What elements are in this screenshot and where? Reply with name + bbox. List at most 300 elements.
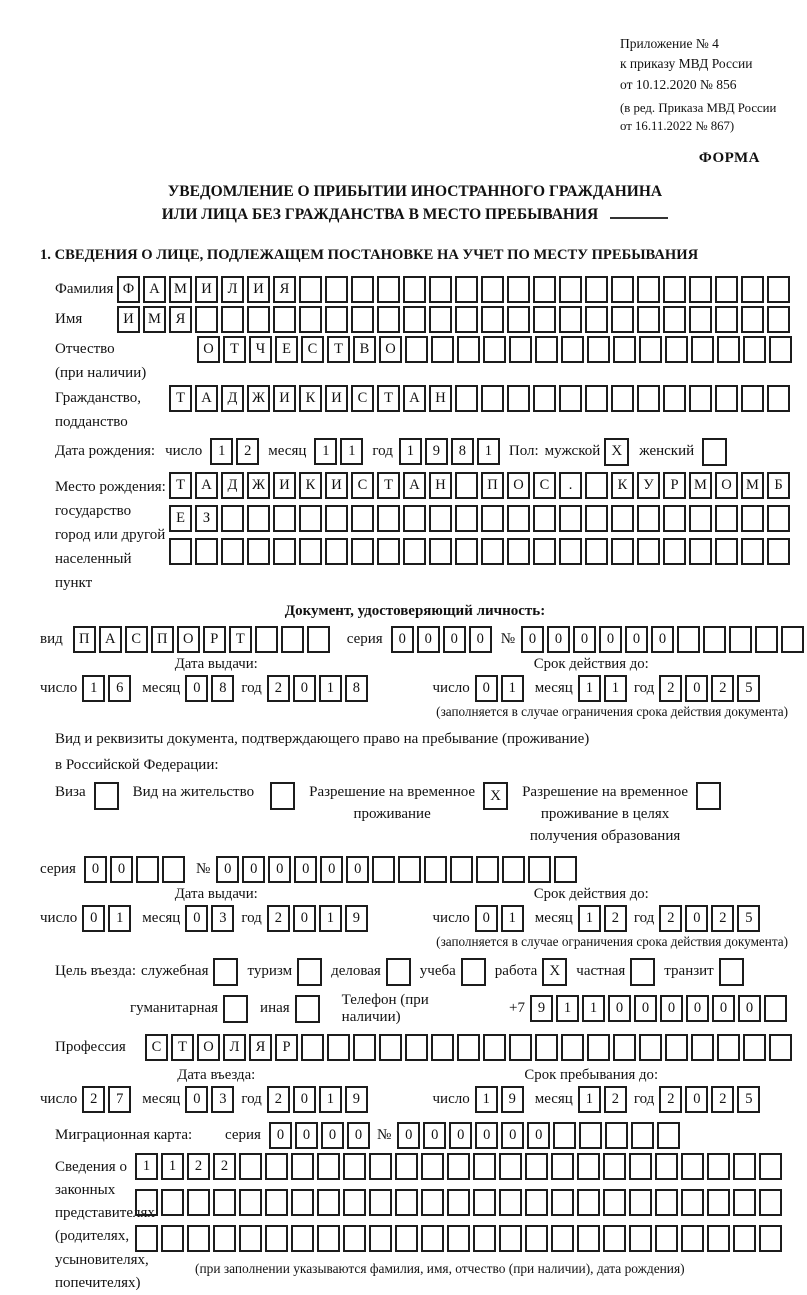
char-cell[interactable] — [377, 276, 400, 303]
migration-series-input[interactable] — [269, 1122, 373, 1149]
char-cell[interactable]: О — [197, 1034, 220, 1061]
char-cell[interactable] — [499, 1225, 522, 1252]
char-cell[interactable] — [135, 1189, 158, 1216]
char-cell[interactable] — [372, 856, 395, 883]
char-cell[interactable]: Т — [171, 1034, 194, 1061]
char-cell[interactable] — [681, 1225, 704, 1252]
birth-year-input[interactable] — [399, 438, 503, 465]
char-cell[interactable] — [195, 306, 218, 333]
char-cell[interactable]: А — [195, 385, 218, 412]
representatives-line2-input[interactable] — [135, 1189, 785, 1216]
char-cell[interactable] — [717, 336, 740, 363]
char-cell[interactable]: 2 — [711, 675, 734, 702]
char-cell[interactable] — [351, 306, 374, 333]
char-cell[interactable] — [689, 306, 712, 333]
char-cell[interactable] — [733, 1189, 756, 1216]
char-cell[interactable] — [603, 1189, 626, 1216]
surname-input[interactable] — [117, 276, 793, 303]
char-cell[interactable] — [213, 1225, 236, 1252]
char-cell[interactable] — [681, 1153, 704, 1180]
char-cell[interactable] — [509, 1034, 532, 1061]
char-cell[interactable] — [715, 306, 738, 333]
char-cell[interactable] — [473, 1189, 496, 1216]
char-cell[interactable] — [299, 306, 322, 333]
char-cell[interactable] — [481, 538, 504, 565]
char-cell[interactable] — [577, 1189, 600, 1216]
char-cell[interactable] — [455, 505, 478, 532]
char-cell[interactable] — [629, 1189, 652, 1216]
char-cell[interactable] — [447, 1189, 470, 1216]
char-cell[interactable]: С — [351, 472, 374, 499]
char-cell[interactable] — [317, 1225, 340, 1252]
char-cell[interactable] — [769, 336, 792, 363]
char-cell[interactable] — [707, 1189, 730, 1216]
char-cell[interactable]: Ж — [247, 385, 270, 412]
residence-issue-year-input[interactable] — [267, 905, 371, 932]
char-cell[interactable] — [481, 306, 504, 333]
char-cell[interactable] — [247, 505, 270, 532]
char-cell[interactable]: П — [481, 472, 504, 499]
char-cell[interactable]: 2 — [711, 1086, 734, 1113]
checkbox-temp-residence-education[interactable] — [696, 782, 721, 810]
char-cell[interactable] — [559, 306, 582, 333]
char-cell[interactable] — [457, 1034, 480, 1061]
char-cell[interactable] — [535, 336, 558, 363]
char-cell[interactable] — [502, 856, 525, 883]
residence-number-input[interactable] — [216, 856, 580, 883]
char-cell[interactable]: 2 — [82, 1086, 105, 1113]
char-cell[interactable]: 2 — [604, 1086, 627, 1113]
char-cell[interactable]: 8 — [211, 675, 234, 702]
checkbox-purpose-tourism[interactable] — [297, 958, 322, 986]
char-cell[interactable] — [429, 306, 452, 333]
char-cell[interactable]: 0 — [185, 675, 208, 702]
char-cell[interactable] — [273, 306, 296, 333]
char-cell[interactable]: 1 — [108, 905, 131, 932]
char-cell[interactable] — [507, 385, 530, 412]
char-cell[interactable]: 1 — [582, 995, 605, 1022]
char-cell[interactable] — [369, 1153, 392, 1180]
char-cell[interactable] — [764, 995, 787, 1022]
char-cell[interactable] — [447, 1153, 470, 1180]
char-cell[interactable]: 5 — [737, 675, 760, 702]
char-cell[interactable] — [509, 336, 532, 363]
char-cell[interactable] — [561, 1034, 584, 1061]
char-cell[interactable]: Т — [229, 626, 252, 653]
char-cell[interactable] — [689, 538, 712, 565]
char-cell[interactable]: Р — [663, 472, 686, 499]
checkbox-residence-permit[interactable] — [270, 782, 295, 810]
char-cell[interactable] — [431, 336, 454, 363]
char-cell[interactable]: 0 — [634, 995, 657, 1022]
char-cell[interactable]: 1 — [578, 675, 601, 702]
char-cell[interactable]: 0 — [521, 626, 544, 653]
char-cell[interactable] — [301, 1034, 324, 1061]
char-cell[interactable]: 0 — [84, 856, 107, 883]
char-cell[interactable]: И — [195, 276, 218, 303]
char-cell[interactable] — [325, 276, 348, 303]
char-cell[interactable]: В — [353, 336, 376, 363]
char-cell[interactable] — [169, 538, 192, 565]
char-cell[interactable] — [677, 626, 700, 653]
doc-valid-month-input[interactable] — [578, 675, 630, 702]
char-cell[interactable]: 0 — [573, 626, 596, 653]
char-cell[interactable] — [291, 1189, 314, 1216]
char-cell[interactable]: З — [195, 505, 218, 532]
entry-year-input[interactable] — [267, 1086, 371, 1113]
char-cell[interactable] — [455, 472, 478, 499]
char-cell[interactable] — [481, 385, 504, 412]
char-cell[interactable] — [483, 1034, 506, 1061]
char-cell[interactable]: 1 — [399, 438, 422, 465]
char-cell[interactable]: 5 — [737, 1086, 760, 1113]
char-cell[interactable] — [655, 1225, 678, 1252]
char-cell[interactable]: О — [197, 336, 220, 363]
char-cell[interactable] — [325, 538, 348, 565]
char-cell[interactable]: 2 — [187, 1153, 210, 1180]
char-cell[interactable] — [525, 1189, 548, 1216]
char-cell[interactable]: 0 — [347, 1122, 370, 1149]
char-cell[interactable]: 0 — [397, 1122, 420, 1149]
char-cell[interactable] — [637, 538, 660, 565]
char-cell[interactable] — [603, 1153, 626, 1180]
char-cell[interactable]: Ч — [249, 336, 272, 363]
char-cell[interactable]: 0 — [685, 905, 708, 932]
birth-place-line3-input[interactable] — [169, 538, 793, 565]
char-cell[interactable]: И — [117, 306, 140, 333]
char-cell[interactable]: 1 — [319, 905, 342, 932]
char-cell[interactable]: А — [403, 385, 426, 412]
char-cell[interactable] — [379, 1034, 402, 1061]
char-cell[interactable] — [281, 626, 304, 653]
char-cell[interactable] — [715, 538, 738, 565]
char-cell[interactable] — [554, 856, 577, 883]
char-cell[interactable] — [343, 1189, 366, 1216]
char-cell[interactable] — [769, 1034, 792, 1061]
char-cell[interactable] — [551, 1189, 574, 1216]
char-cell[interactable] — [559, 538, 582, 565]
char-cell[interactable] — [187, 1225, 210, 1252]
char-cell[interactable] — [663, 538, 686, 565]
char-cell[interactable]: 0 — [608, 995, 631, 1022]
char-cell[interactable] — [135, 1225, 158, 1252]
char-cell[interactable]: 0 — [527, 1122, 550, 1149]
char-cell[interactable] — [213, 1189, 236, 1216]
char-cell[interactable]: П — [73, 626, 96, 653]
char-cell[interactable]: О — [715, 472, 738, 499]
char-cell[interactable] — [767, 538, 790, 565]
char-cell[interactable] — [611, 385, 634, 412]
char-cell[interactable]: 1 — [135, 1153, 158, 1180]
char-cell[interactable]: 0 — [547, 626, 570, 653]
char-cell[interactable] — [455, 538, 478, 565]
char-cell[interactable] — [733, 1225, 756, 1252]
char-cell[interactable] — [577, 1153, 600, 1180]
char-cell[interactable] — [577, 1225, 600, 1252]
char-cell[interactable] — [587, 1034, 610, 1061]
char-cell[interactable] — [691, 336, 714, 363]
char-cell[interactable] — [377, 306, 400, 333]
char-cell[interactable] — [585, 472, 608, 499]
phone-input[interactable] — [530, 995, 790, 1022]
char-cell[interactable] — [317, 1153, 340, 1180]
char-cell[interactable]: 0 — [269, 1122, 292, 1149]
char-cell[interactable] — [703, 626, 726, 653]
char-cell[interactable] — [585, 538, 608, 565]
char-cell[interactable] — [403, 306, 426, 333]
char-cell[interactable]: М — [143, 306, 166, 333]
char-cell[interactable]: 2 — [604, 905, 627, 932]
char-cell[interactable]: 9 — [501, 1086, 524, 1113]
char-cell[interactable] — [707, 1225, 730, 1252]
char-cell[interactable]: 2 — [213, 1153, 236, 1180]
char-cell[interactable] — [162, 856, 185, 883]
char-cell[interactable]: 1 — [82, 675, 105, 702]
char-cell[interactable]: 0 — [417, 626, 440, 653]
char-cell[interactable]: 9 — [345, 1086, 368, 1113]
char-cell[interactable] — [424, 856, 447, 883]
char-cell[interactable]: Д — [221, 385, 244, 412]
char-cell[interactable]: 0 — [443, 626, 466, 653]
char-cell[interactable] — [499, 1189, 522, 1216]
char-cell[interactable] — [585, 505, 608, 532]
doc-kind-input[interactable] — [73, 626, 333, 653]
char-cell[interactable] — [525, 1153, 548, 1180]
char-cell[interactable]: 7 — [108, 1086, 131, 1113]
char-cell[interactable] — [369, 1225, 392, 1252]
residence-series-input[interactable] — [84, 856, 188, 883]
char-cell[interactable]: 0 — [268, 856, 291, 883]
doc-valid-year-input[interactable] — [659, 675, 763, 702]
char-cell[interactable]: 0 — [293, 905, 316, 932]
entry-month-input[interactable] — [185, 1086, 237, 1113]
char-cell[interactable] — [579, 1122, 602, 1149]
char-cell[interactable] — [767, 306, 790, 333]
char-cell[interactable] — [561, 336, 584, 363]
checkbox-purpose-other[interactable] — [295, 995, 320, 1023]
char-cell[interactable] — [161, 1189, 184, 1216]
char-cell[interactable]: А — [143, 276, 166, 303]
char-cell[interactable] — [255, 626, 278, 653]
char-cell[interactable] — [247, 538, 270, 565]
char-cell[interactable]: 0 — [110, 856, 133, 883]
char-cell[interactable] — [377, 538, 400, 565]
char-cell[interactable] — [273, 505, 296, 532]
char-cell[interactable] — [291, 1225, 314, 1252]
char-cell[interactable]: 1 — [314, 438, 337, 465]
char-cell[interactable] — [665, 1034, 688, 1061]
char-cell[interactable] — [431, 1034, 454, 1061]
char-cell[interactable]: С — [145, 1034, 168, 1061]
char-cell[interactable] — [689, 505, 712, 532]
char-cell[interactable] — [265, 1189, 288, 1216]
char-cell[interactable] — [629, 1153, 652, 1180]
char-cell[interactable] — [559, 505, 582, 532]
char-cell[interactable]: 0 — [346, 856, 369, 883]
char-cell[interactable] — [755, 626, 778, 653]
doc-valid-day-input[interactable] — [475, 675, 527, 702]
stay-day-input[interactable] — [475, 1086, 527, 1113]
checkbox-purpose-business[interactable] — [386, 958, 411, 986]
char-cell[interactable] — [455, 276, 478, 303]
char-cell[interactable]: 0 — [294, 856, 317, 883]
char-cell[interactable]: Т — [377, 385, 400, 412]
char-cell[interactable]: 0 — [321, 1122, 344, 1149]
char-cell[interactable]: 0 — [82, 905, 105, 932]
char-cell[interactable]: 0 — [475, 675, 498, 702]
char-cell[interactable]: Р — [275, 1034, 298, 1061]
profession-input[interactable] — [145, 1034, 795, 1061]
doc-issue-year-input[interactable] — [267, 675, 371, 702]
char-cell[interactable]: Е — [275, 336, 298, 363]
char-cell[interactable] — [689, 276, 712, 303]
char-cell[interactable] — [239, 1225, 262, 1252]
char-cell[interactable]: 1 — [319, 675, 342, 702]
char-cell[interactable] — [239, 1153, 262, 1180]
char-cell[interactable] — [681, 1189, 704, 1216]
char-cell[interactable]: 1 — [340, 438, 363, 465]
char-cell[interactable]: Н — [429, 472, 452, 499]
char-cell[interactable] — [473, 1225, 496, 1252]
char-cell[interactable] — [759, 1153, 782, 1180]
doc-number-input[interactable] — [521, 626, 807, 653]
char-cell[interactable]: Ф — [117, 276, 140, 303]
doc-issue-day-input[interactable] — [82, 675, 134, 702]
char-cell[interactable]: 1 — [501, 675, 524, 702]
char-cell[interactable] — [507, 276, 530, 303]
char-cell[interactable]: 0 — [293, 675, 316, 702]
char-cell[interactable]: 0 — [475, 1122, 498, 1149]
char-cell[interactable]: 1 — [319, 1086, 342, 1113]
char-cell[interactable] — [585, 385, 608, 412]
char-cell[interactable] — [655, 1153, 678, 1180]
char-cell[interactable]: 0 — [686, 995, 709, 1022]
char-cell[interactable]: 1 — [501, 905, 524, 932]
char-cell[interactable]: 0 — [738, 995, 761, 1022]
char-cell[interactable] — [455, 385, 478, 412]
char-cell[interactable] — [221, 505, 244, 532]
char-cell[interactable]: Е — [169, 505, 192, 532]
char-cell[interactable]: 2 — [267, 675, 290, 702]
representatives-line3-input[interactable] — [135, 1225, 785, 1252]
char-cell[interactable] — [553, 1122, 576, 1149]
char-cell[interactable] — [405, 336, 428, 363]
char-cell[interactable] — [195, 538, 218, 565]
char-cell[interactable] — [637, 276, 660, 303]
char-cell[interactable]: 8 — [451, 438, 474, 465]
char-cell[interactable] — [559, 385, 582, 412]
char-cell[interactable] — [398, 856, 421, 883]
char-cell[interactable]: И — [247, 276, 270, 303]
char-cell[interactable]: С — [125, 626, 148, 653]
char-cell[interactable] — [767, 385, 790, 412]
char-cell[interactable] — [759, 1225, 782, 1252]
char-cell[interactable] — [663, 276, 686, 303]
char-cell[interactable]: М — [689, 472, 712, 499]
char-cell[interactable] — [629, 1225, 652, 1252]
char-cell[interactable] — [613, 336, 636, 363]
char-cell[interactable]: 0 — [475, 905, 498, 932]
char-cell[interactable]: 2 — [659, 1086, 682, 1113]
checkbox-purpose-official[interactable] — [213, 958, 238, 986]
char-cell[interactable] — [317, 1189, 340, 1216]
char-cell[interactable]: 0 — [712, 995, 735, 1022]
char-cell[interactable] — [299, 505, 322, 532]
char-cell[interactable] — [611, 276, 634, 303]
char-cell[interactable] — [325, 306, 348, 333]
char-cell[interactable] — [613, 1034, 636, 1061]
char-cell[interactable] — [483, 336, 506, 363]
char-cell[interactable]: 9 — [530, 995, 553, 1022]
char-cell[interactable]: Т — [169, 385, 192, 412]
char-cell[interactable] — [507, 505, 530, 532]
char-cell[interactable]: 0 — [242, 856, 265, 883]
char-cell[interactable] — [741, 505, 764, 532]
char-cell[interactable] — [161, 1225, 184, 1252]
char-cell[interactable] — [767, 505, 790, 532]
char-cell[interactable]: 5 — [737, 905, 760, 932]
char-cell[interactable]: Р — [203, 626, 226, 653]
char-cell[interactable] — [369, 1189, 392, 1216]
char-cell[interactable] — [481, 505, 504, 532]
char-cell[interactable] — [639, 1034, 662, 1061]
char-cell[interactable] — [535, 1034, 558, 1061]
char-cell[interactable]: 1 — [556, 995, 579, 1022]
char-cell[interactable]: С — [351, 385, 374, 412]
char-cell[interactable]: 0 — [625, 626, 648, 653]
char-cell[interactable] — [741, 306, 764, 333]
char-cell[interactable] — [421, 1153, 444, 1180]
checkbox-male[interactable]: X — [604, 438, 629, 466]
char-cell[interactable]: 1 — [161, 1153, 184, 1180]
char-cell[interactable] — [637, 385, 660, 412]
char-cell[interactable] — [585, 306, 608, 333]
char-cell[interactable] — [715, 505, 738, 532]
char-cell[interactable]: К — [299, 385, 322, 412]
stay-month-input[interactable] — [578, 1086, 630, 1113]
char-cell[interactable] — [507, 538, 530, 565]
char-cell[interactable]: С — [533, 472, 556, 499]
char-cell[interactable] — [691, 1034, 714, 1061]
char-cell[interactable] — [247, 306, 270, 333]
char-cell[interactable] — [405, 1034, 428, 1061]
char-cell[interactable] — [611, 505, 634, 532]
char-cell[interactable]: 0 — [216, 856, 239, 883]
char-cell[interactable]: К — [299, 472, 322, 499]
char-cell[interactable] — [717, 1034, 740, 1061]
checkbox-purpose-humanitarian[interactable] — [223, 995, 248, 1023]
char-cell[interactable]: М — [741, 472, 764, 499]
char-cell[interactable] — [403, 276, 426, 303]
char-cell[interactable] — [351, 505, 374, 532]
char-cell[interactable] — [533, 306, 556, 333]
char-cell[interactable] — [429, 505, 452, 532]
char-cell[interactable] — [499, 1153, 522, 1180]
char-cell[interactable] — [715, 276, 738, 303]
char-cell[interactable]: Л — [221, 276, 244, 303]
char-cell[interactable]: 1 — [210, 438, 233, 465]
char-cell[interactable]: 2 — [267, 1086, 290, 1113]
char-cell[interactable] — [421, 1189, 444, 1216]
entry-day-input[interactable] — [82, 1086, 134, 1113]
char-cell[interactable] — [743, 1034, 766, 1061]
residence-issue-month-input[interactable] — [185, 905, 237, 932]
char-cell[interactable]: И — [325, 385, 348, 412]
char-cell[interactable]: 0 — [449, 1122, 472, 1149]
char-cell[interactable] — [481, 276, 504, 303]
char-cell[interactable] — [611, 538, 634, 565]
char-cell[interactable]: И — [273, 385, 296, 412]
